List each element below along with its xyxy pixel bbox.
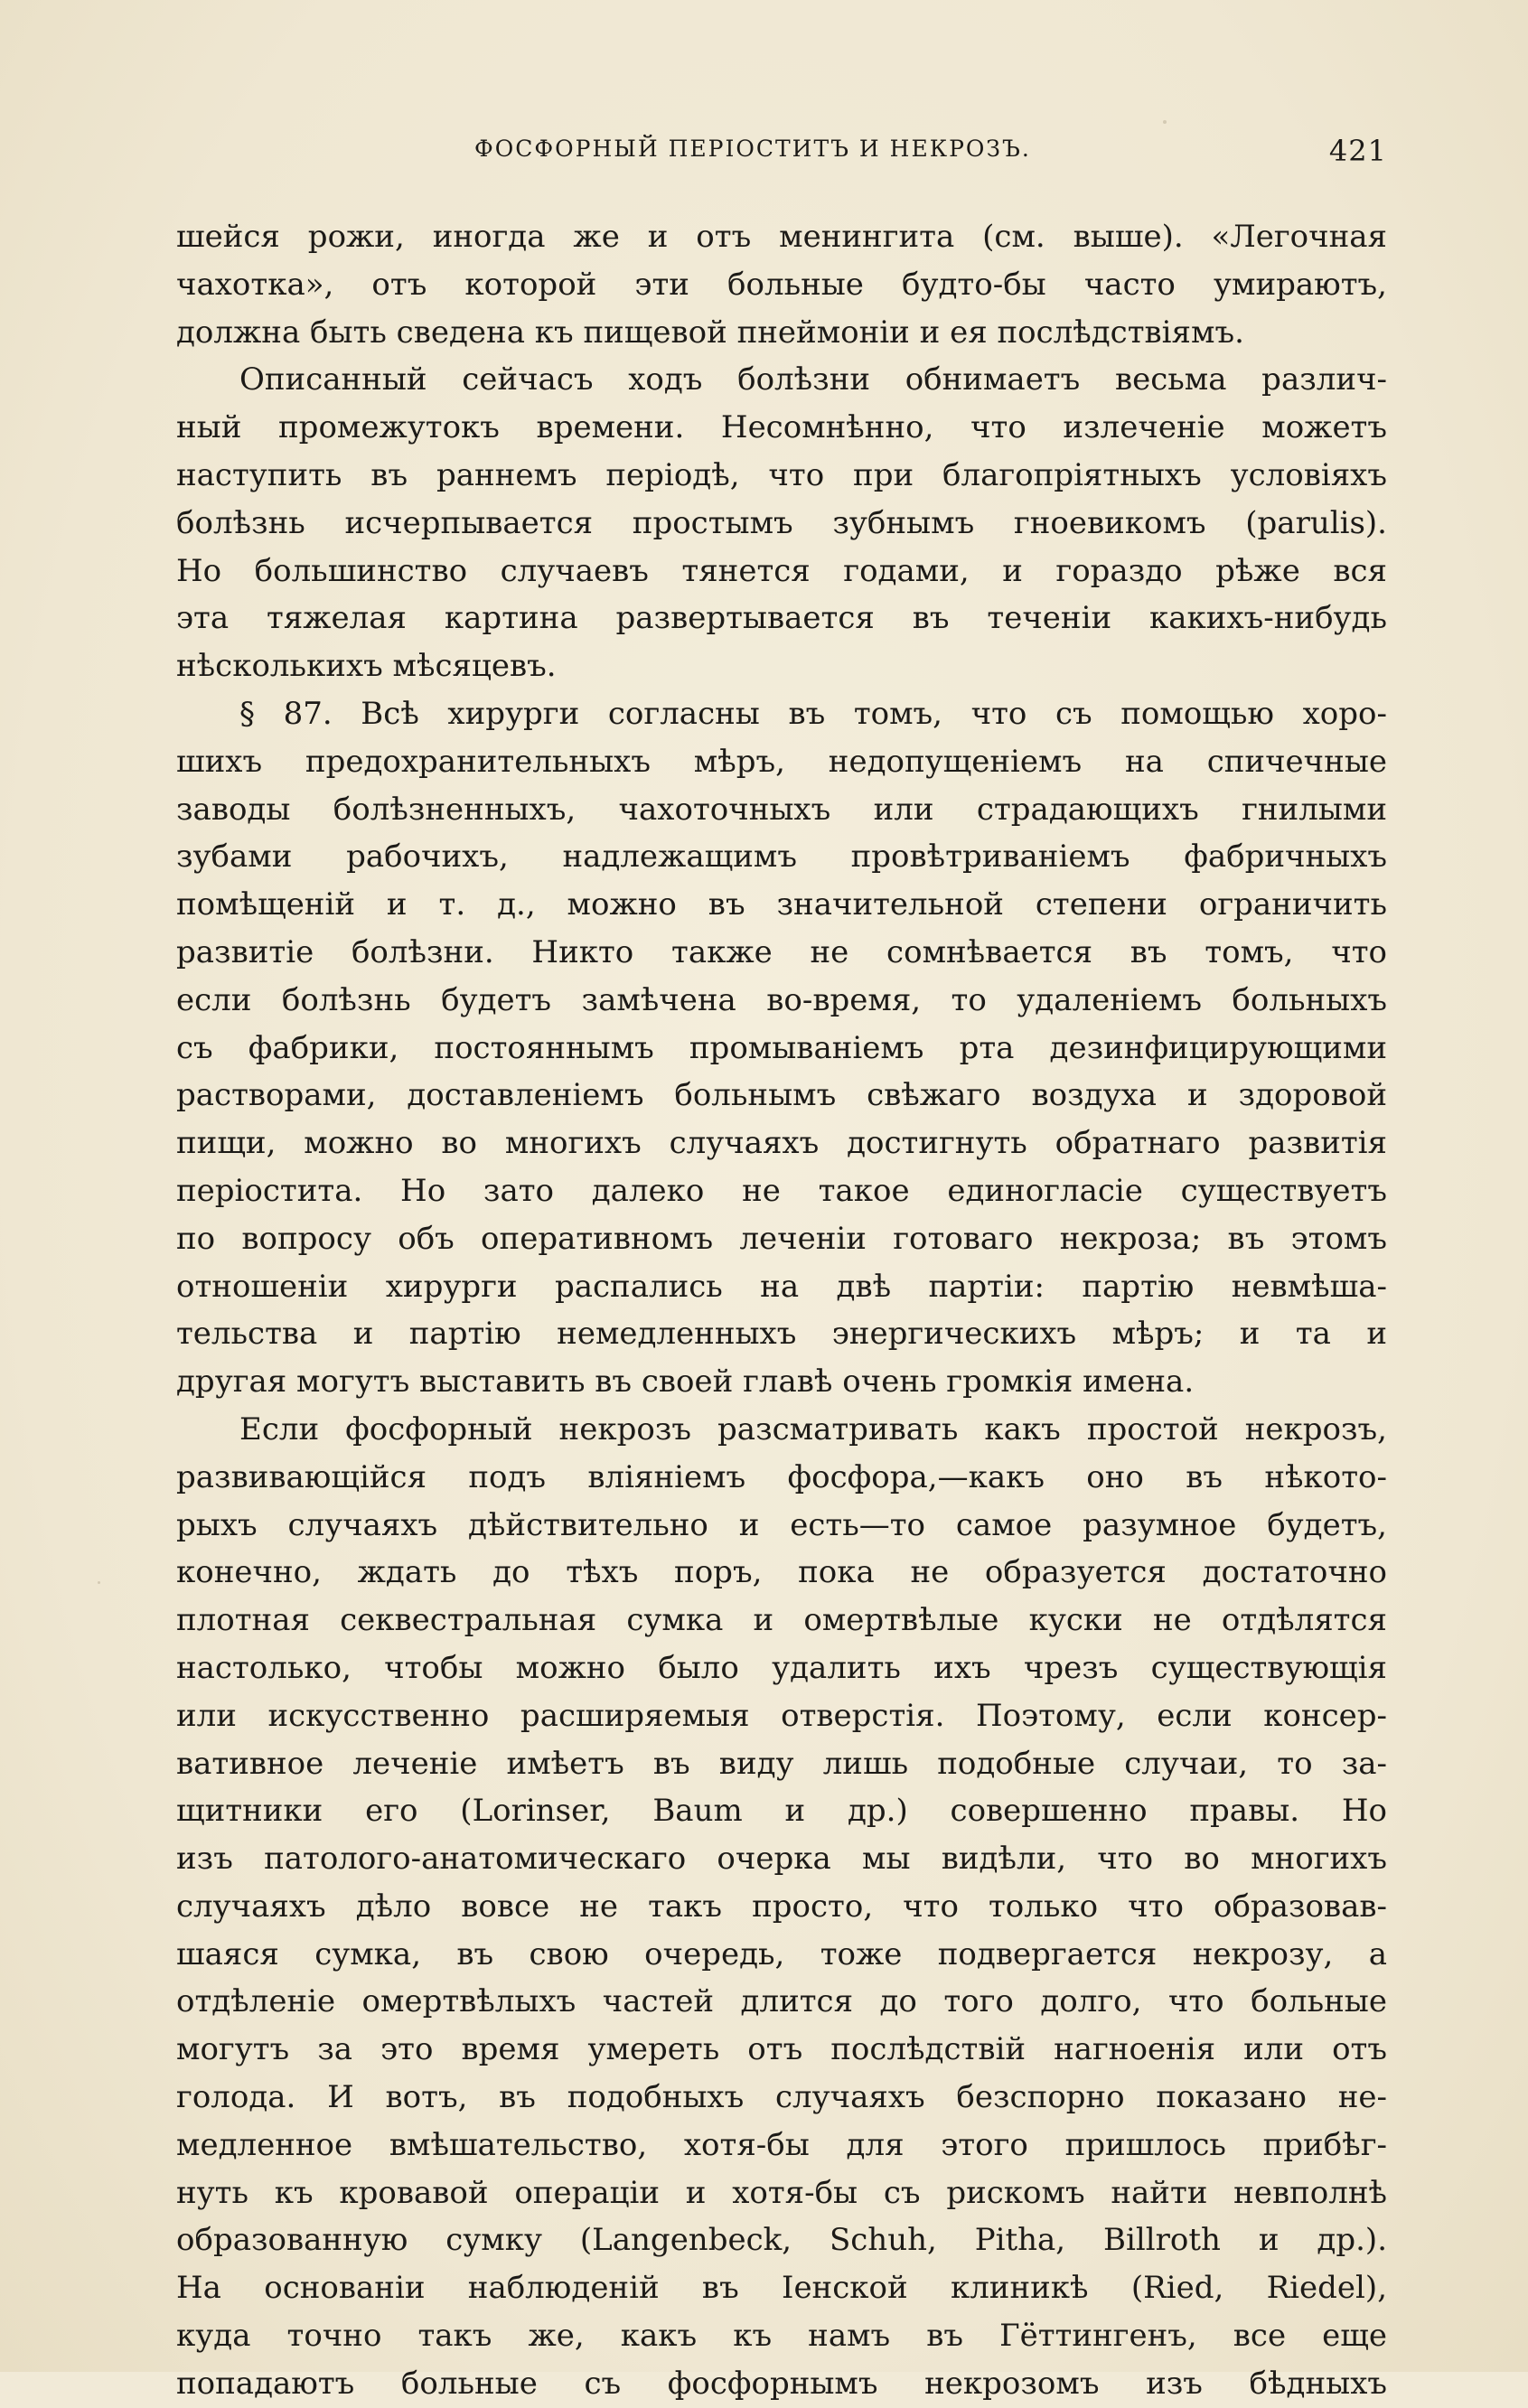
text-line: другая могутъ выставить въ своей главѣ очень громкія имена. [176,1363,1195,1401]
text-line: заводы болѣзненныхъ, чахоточныхъ или страдающихъ гнилыми [176,791,1387,828]
text-line: вативное леченіе имѣетъ въ виду лишь подобные случаи, то за- [176,1745,1387,1782]
text-line: наступить въ раннемъ періодѣ, что при благопріятныхъ условіяхъ [176,456,1387,493]
text-line: плотная секвестральная сумка и омертвѣлые куски не отдѣлятся [176,1602,1387,1639]
text-line: эта тяжелая картина развертывается въ теченіи какихъ-нибудь [176,600,1387,637]
text-line: конечно, ждать до тѣхъ поръ, пока не образуется достаточно [176,1554,1387,1591]
body-text [176,213,1387,2408]
text-line: нуть къ кровавой операціи и хотя-бы съ рискомъ найти невполнѣ [176,2174,1387,2211]
text-line: куда точно такъ же, какъ къ намъ въ Гёттингенъ, все еще [176,2318,1387,2355]
running-header [176,136,1387,172]
text-line: образованную сумку (Langenbeck, Schuh, Pitha, Billroth и др.). [176,2222,1387,2259]
text-line: если болѣзнь будетъ замѣчена во-время, то удаленіемъ больныхъ [176,981,1387,1018]
text-line: На основаніи наблюденій въ Іенской клиникѣ (Ried, Riedel), [176,2270,1387,2307]
text-line: періостита. Но зато далеко не такое единогласіе существуетъ [176,1172,1387,1209]
text-line: отношеніи хирурги распались на двѣ партіи: партію невмѣша- [176,1268,1387,1305]
text-line: случаяхъ дѣло вовсе не такъ просто, что только что образовав- [176,1888,1387,1925]
text-line: чахотка», отъ которой эти больные будто-бы часто умираютъ, [176,266,1387,303]
text-line: должна быть сведена къ пищевой пнеймоніи и ея послѣдствіямъ. [176,314,1244,351]
text-line: голода. И вотъ, въ подобныхъ случаяхъ безспорно показано не- [176,2079,1387,2116]
text-line: пищи, можно во многихъ случаяхъ достигнуть обратнаго развитія [176,1125,1387,1162]
running-title: ФОСФОРНЫЙ ПЕРІОСТИТЪ И НЕКРОЗЪ. [474,136,1031,162]
text-line: медленное вмѣшательство, хотя-бы для этого пришлось прибѣг- [176,2126,1387,2163]
paper-speck [98,1581,100,1584]
text-line: настолько, чтобы можно было удалить ихъ чрезъ существующія [176,1649,1387,1686]
text-line: Если фосфорный некрозъ разсматривать какъ простой некрозъ, [239,1410,1387,1448]
text-line: съ фабрики, постояннымъ промываніемъ рта дезинфицирующими [176,1029,1387,1066]
text-line: развитіе болѣзни. Никто также не сомнѣвается въ томъ, что [176,933,1387,970]
text-line: могутъ за это время умереть отъ послѣдствій нагноенія или отъ [176,2031,1387,2068]
text-line: Описанный сейчасъ ходъ болѣзни обнимаетъ весьма различ- [239,361,1387,398]
text-line: нѣсколькихъ мѣсяцевъ. [176,648,557,685]
text-line: шихъ предохранительныхъ мѣръ, недопущеніемъ на спичечные [176,743,1387,780]
text-line: щитники его (Lorinser, Baum и др.) совершенно правы. Но [176,1793,1387,1830]
text-line: тельства и партію немедленныхъ энергическихъ мѣръ; и та и [176,1316,1387,1353]
text-line: зубами рабочихъ, надлежащимъ провѣтриваніемъ фабричныхъ [176,839,1387,876]
text-line: § 87. Всѣ хирурги согласны въ томъ, что съ помощью хоро- [239,695,1387,732]
paper-speck [1163,120,1167,124]
text-line: попадаютъ больные съ фосфорнымъ некрозомъ изъ бѣдныхъ [176,2365,1387,2402]
text-line: ный промежутокъ времени. Несомнѣнно, что излеченіе можетъ [176,409,1387,446]
text-line: по вопросу объ оперативномъ леченіи готоваго некроза; въ этомъ [176,1220,1387,1257]
text-line: шейся рожи, иногда же и отъ менингита (см. выше). «Легочная [176,219,1387,255]
text-line: изъ патолого-анатомическаго очерка мы видѣли, что во многихъ [176,1841,1387,1878]
text-line: рыхъ случаяхъ дѣйствительно и есть—то самое разумное будетъ, [176,1506,1387,1543]
text-line: болѣзнь исчерпывается простымъ зубнымъ гноевикомъ (parulis). [176,504,1387,541]
text-line: шаяся сумка, въ свою очередь, тоже подвергается некрозу, а [176,1935,1387,1972]
text-line: или искусственно расширяемыя отверстія. Поэтому, если консер- [176,1697,1387,1734]
page-number: 421 [1328,134,1387,168]
text-line: Но большинство случаевъ тянется годами, и гораздо рѣже вся [176,552,1387,589]
text-line: помѣщеній и т. д., можно въ значительной степени ограничить [176,886,1387,923]
text-line: растворами, доставленіемъ больнымъ свѣжаго воздуха и здоровой [176,1077,1387,1114]
text-line: развивающійся подъ вліяніемъ фосфора,—какъ оно въ нѣкото- [176,1458,1387,1495]
text-line: отдѣленіе омертвѣлыхъ частей длится до того долго, что больные [176,1983,1387,2020]
